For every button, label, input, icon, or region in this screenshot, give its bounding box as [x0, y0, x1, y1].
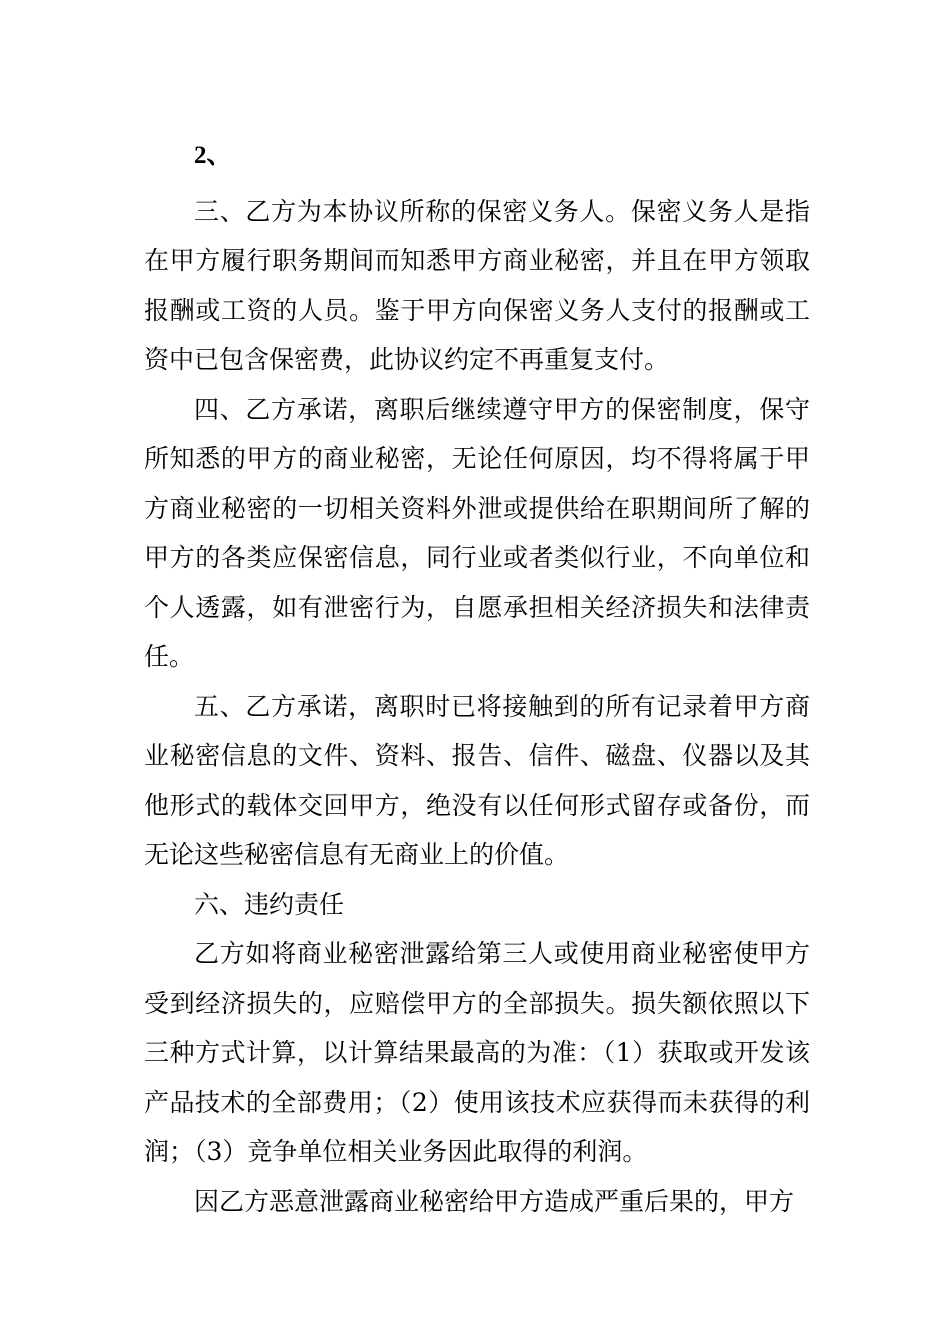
document-page [144, 131, 810, 1226]
clause-five-paragraph: 五、乙方承诺，离职时已将接触到的所有记录着甲方商业秘密信息的文件、资料、报告、信件、磁盘、仪器以及其他形式的载体交回甲方，绝没有以任何形式留存或备份，而无论这些秘密信息有无商业上的价值。 [144, 691, 810, 869]
malicious-leak-paragraph: 因乙方恶意泄露商业秘密给甲方造成严重后果的，甲方 [194, 1186, 795, 1216]
item-number: 2、 [194, 142, 232, 169]
clause-six-heading: 六、违约责任 [194, 889, 345, 919]
clause-three-paragraph: 三、乙方为本协议所称的保密义务人。保密义务人是指在甲方履行职务期间而知悉甲方商业秘密，并且在甲方领取报酬或工资的人员。鉴于甲方向保密义务人支付的报酬或工资中已包含保密费，此协议约定不再重复支付。 [144, 196, 810, 374]
clause-four-paragraph: 四、乙方承诺，离职后继续遵守甲方的保密制度，保守所知悉的甲方的商业秘密，无论任何原因，均不得将属于甲方商业秘密的一切相关资料外泄或提供给在职期间所了解的甲方的各类应保密信息，同行业或者类似行业，不向单位和个人透露，如有泄密行为，自愿承担相关经济损失和法律责任。 [144, 394, 810, 671]
breach-liability-paragraph: 乙方如将商业秘密泄露给第三人或使用商业秘密使甲方受到经济损失的，应赔偿甲方的全部损失。损失额依照以下三种方式计算，以计算结果最高的为准：（1）获取或开发该产品技术的全部费用；（2）使用该技术应获得而未获得的利润；（3）竞争单位相关业务因此取得的利润。 [144, 939, 810, 1166]
